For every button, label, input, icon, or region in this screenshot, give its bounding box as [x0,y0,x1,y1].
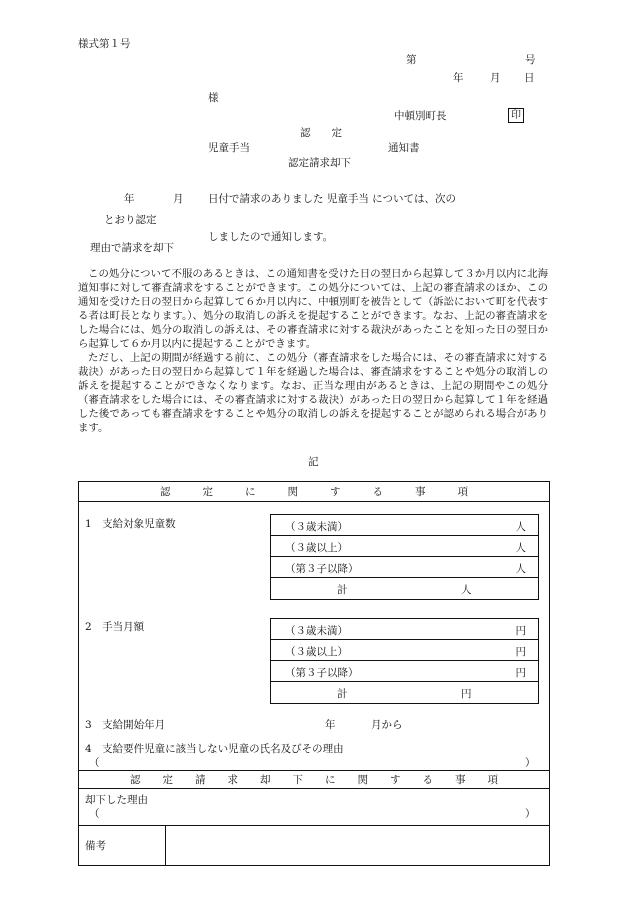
date-month: 月 [490,72,501,84]
row-unit: 円 [515,625,526,637]
date-day: 日 [524,72,535,84]
intro-year: 年 [124,193,135,205]
table-row-total [271,682,538,703]
title-char: 認 [160,486,171,498]
row-unit: 人 [515,521,526,533]
title-char: 項 [457,486,468,498]
child-count-table [270,514,539,600]
total-unit: 円 [461,688,472,700]
rejection-reason-label: 却下した理由 [85,794,148,806]
divider [79,788,549,789]
title-char: 下 [292,774,303,786]
item4-label: 4 支給要件児童に該当しない児童の氏名及びその理由 [85,743,344,755]
title-notice: 通知書 [388,142,420,154]
table-row [271,536,538,557]
row-unit: 円 [515,646,526,658]
title-char: 定 [202,486,213,498]
section-rejection-title [79,771,549,788]
section-nintei-title [79,483,549,500]
table-row [271,557,538,578]
item3-year: 年 [325,719,336,731]
divider [79,825,549,826]
row-label: （第３子以降） [285,563,359,575]
title-char: る [422,774,433,786]
remarks-divider [165,825,166,865]
row-label: （第３子以降） [285,667,359,679]
title-char: 請 [195,774,206,786]
total-label: 計 [337,688,348,700]
title-char: 定 [162,774,173,786]
intro-line2: しましたので通知します。 [208,231,334,243]
title-char: 認 [130,774,141,786]
item4-close-paren: ） [525,757,536,769]
seal-mark: 印 [508,108,524,123]
item3-label: 3 支給開始年月 [85,719,166,731]
row-label: （３歳未満） [285,521,348,533]
title-char: 事 [455,774,466,786]
table-row [271,640,538,661]
appeal-paragraph: ただし、上記の期間が経過する前に、この処分（審査請求をした場合には、その審査請求に対する裁決）があった日の翌日から起算して１年を経過した場合は、審査請求をすることや処分の取消しの訴えを提起することができなくなります。なお、正当な理由があるときは、上記の期間やこの処分（審査請求をした場合には、その審査請求に対する裁決）があった日の翌日から起算して１年を経過した後であっても審査請求をすることや処分の取消しの訴えを提起することが認められる場合があります。 [78,352,548,434]
issuer-name: 中頓別町長 [394,110,447,122]
appeal-paragraph: この処分について不服のあるときは、この通知書を受けた日の翌日から起算して３か月以内に北海道知事に対して審査請求をすることができます。この処分については、上記の審査請求のほか、この通知を受けた日の翌日から起算して６か月以内に、中頓別町を被告として（訴訟において町を代表する者は町長となります。）、処分の取消しの訴えを提起することができます。なお、上記の審査請求をした場合には、処分の取消しの訴えは、その審査請求に対する裁決があったことを知った日の翌日から起算して６か月以内に提起することができます。 [78,268,548,350]
table-row [271,515,538,536]
divider [79,501,549,502]
monthly-amount-table [270,618,539,704]
form-number: 様式第１号 [78,38,131,50]
title-char: に [325,774,336,786]
item3-month-from: 月から [371,719,403,731]
number-prefix: 第 [406,54,417,66]
row-label: （３歳未満） [285,625,348,637]
row-label: （３歳以上） [285,542,348,554]
number-suffix: 号 [525,54,536,66]
date-year: 年 [453,72,464,84]
appeal-notice [78,267,548,435]
title-char: る [372,486,383,498]
intro-option-reject: 理由で請求を却下 [90,242,174,254]
title-char: 事 [415,486,426,498]
rejection-open-paren: （ [89,808,100,820]
title-char: に [245,486,256,498]
total-unit: 人 [461,584,472,596]
intro-month: 月 [173,193,184,205]
rejection-close-paren: ） [525,808,536,820]
row-unit: 円 [515,667,526,679]
details-box [78,481,550,866]
table-row [271,661,538,682]
intro-line1: 日付で請求のありました 児童手当 については、次の [208,193,456,205]
title-child-allowance: 児童手当 [208,142,250,154]
ki-heading: 記 [308,456,319,468]
row-unit: 人 [515,563,526,575]
item4-open-paren: （ [89,757,100,769]
title-char: 関 [357,774,368,786]
title-char: 項 [487,774,498,786]
remarks-label: 備考 [85,840,106,852]
total-label: 計 [337,584,348,596]
title-char: 却 [260,774,271,786]
title-char: す [330,486,341,498]
addressee-honorific: 様 [208,92,219,104]
item2-label: 2 手当月額 [85,621,145,633]
title-nintei: 認 定 [300,127,342,139]
row-label: （３歳以上） [285,646,348,658]
table-row-total [271,578,538,599]
title-char: 関 [287,486,298,498]
table-row [271,619,538,640]
intro-option-approve: とおり認定 [104,214,157,226]
row-unit: 人 [515,542,526,554]
item1-label: 1 支給対象児童数 [85,518,176,530]
title-char: す [390,774,401,786]
title-char: 求 [227,774,238,786]
title-rejection: 認定請求却下 [288,157,351,169]
